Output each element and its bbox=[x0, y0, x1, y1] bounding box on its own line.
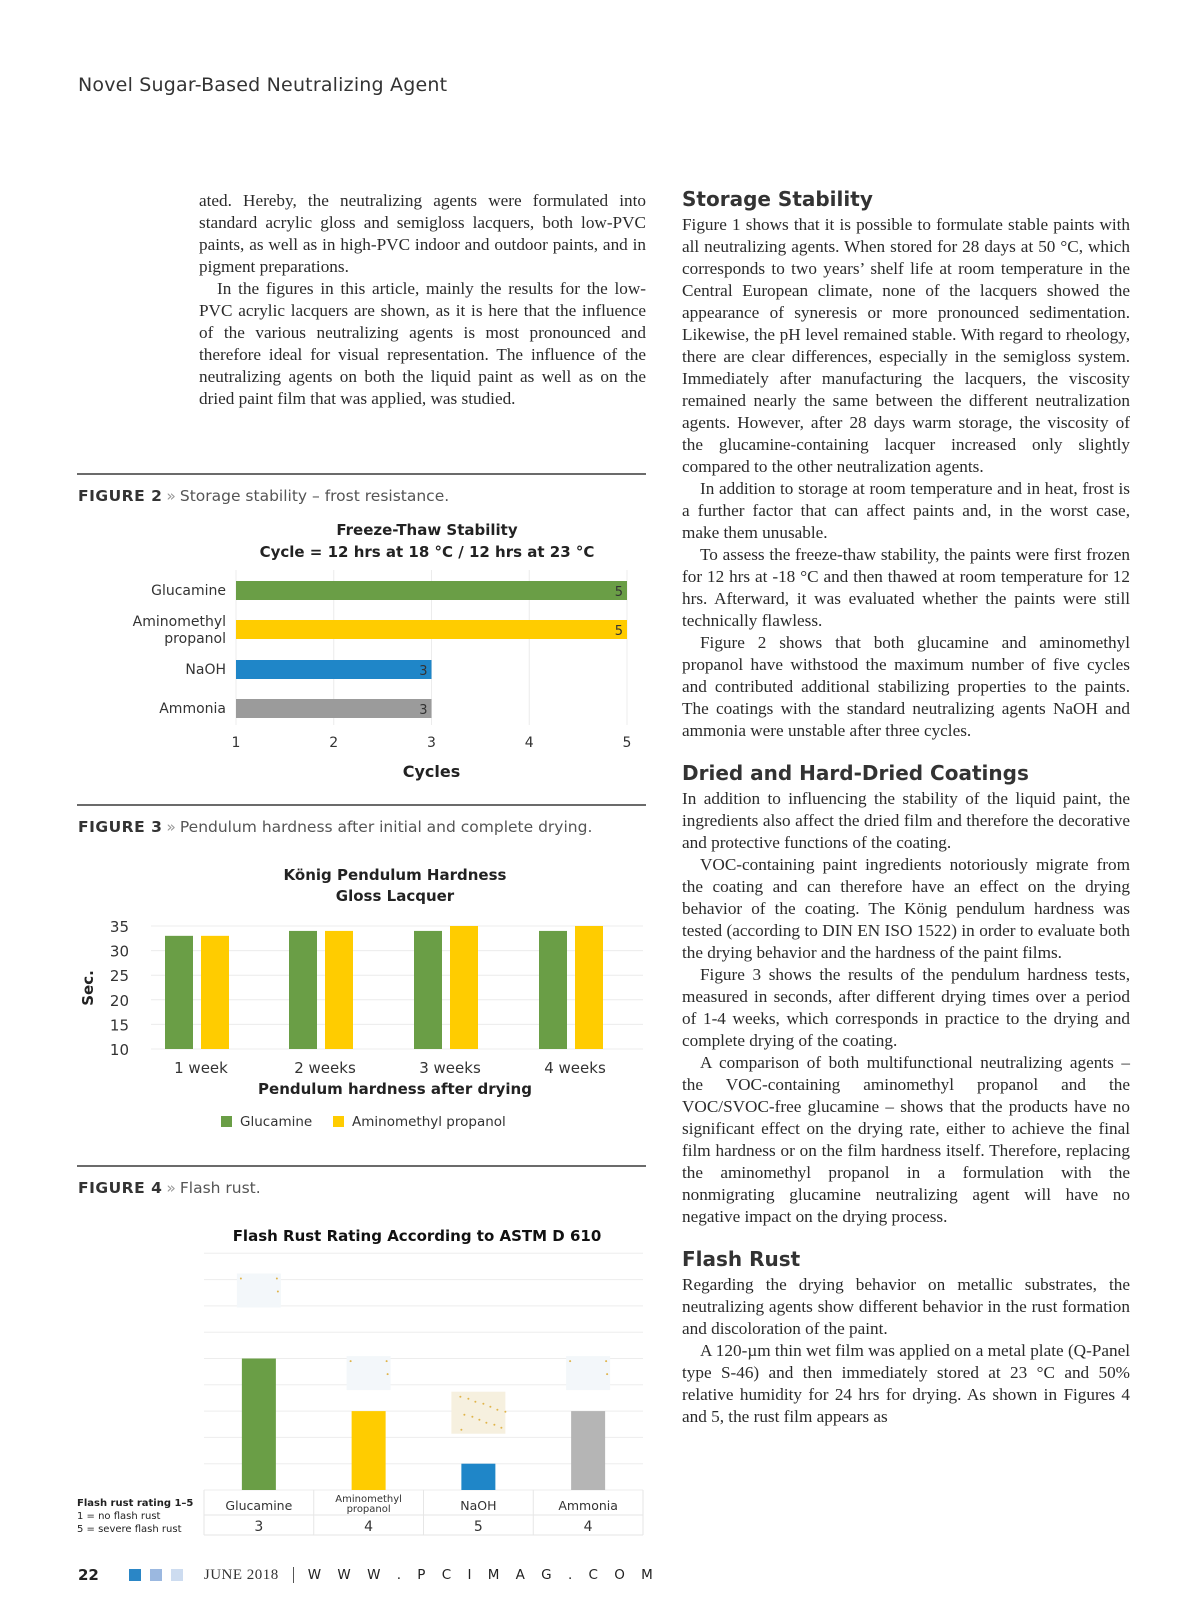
bar-aminomethyl-propanol bbox=[201, 936, 229, 1049]
data-label: 5 bbox=[614, 624, 623, 639]
rust-spot bbox=[474, 1401, 476, 1403]
figure-label: FIGURE 3 bbox=[78, 818, 163, 836]
bar bbox=[352, 1411, 386, 1490]
chart-subtitle: Cycle = 12 hrs at 18 °C / 12 hrs at 23 °C bbox=[259, 543, 595, 561]
rating-value: 4 bbox=[364, 1519, 374, 1535]
right-column bbox=[682, 186, 1130, 1428]
footer bbox=[78, 1566, 659, 1584]
figure-label: FIGURE 4 bbox=[78, 1179, 163, 1197]
chart-title: Flash Rust Rating According to ASTM D 610 bbox=[232, 1227, 602, 1245]
paragraph: ated. Hereby, the neutralizing agents were formulated into standard acrylic gloss and semigloss lacquers, both low-PVC paints, as well as in high-PVC indoor and outdoor paints, and in pigment preparations. bbox=[199, 191, 646, 276]
caption-text: Flash rust. bbox=[179, 1179, 261, 1197]
figure-4-caption bbox=[78, 1179, 261, 1197]
category-label: Aminomethyl bbox=[132, 614, 226, 630]
x-tick-label: 5 bbox=[622, 735, 632, 751]
x-axis-label: Pendulum hardness after drying bbox=[258, 1080, 532, 1098]
running-head: Novel Sugar-Based Neutralizing Agent bbox=[78, 74, 448, 96]
divider bbox=[77, 473, 646, 475]
website-link[interactable]: W W W . P C I M A G . C O M bbox=[307, 1567, 659, 1583]
x-tick-label: 2 bbox=[329, 735, 339, 751]
rust-spot bbox=[496, 1409, 498, 1411]
data-label: 5 bbox=[614, 585, 623, 600]
rating-legend bbox=[77, 1497, 193, 1536]
rust-spot bbox=[493, 1424, 495, 1426]
category-label: NaOH bbox=[460, 1498, 497, 1513]
rust-spot bbox=[606, 1373, 608, 1375]
category-label: Glucamine bbox=[225, 1498, 293, 1513]
paragraph: Figure 2 shows that both glucamine and aminomethyl propanol have withstood the maximum number of five cycles and contributed additional stabilizing properties to the paints. The coatings with the standard neutralizing agents NaOH and ammonia were unstable after three cycles. bbox=[682, 633, 1130, 740]
data-label: 3 bbox=[419, 703, 428, 718]
legend-swatch bbox=[221, 1116, 232, 1127]
x-axis-label: Cycles bbox=[402, 762, 461, 781]
bar bbox=[236, 660, 432, 679]
rating-value: 3 bbox=[254, 1519, 264, 1535]
data-label: 3 bbox=[419, 664, 428, 679]
rust-spot bbox=[387, 1373, 389, 1375]
rust-spot bbox=[500, 1427, 502, 1429]
bar bbox=[242, 1359, 276, 1491]
rust-spot bbox=[240, 1278, 242, 1280]
y-tick-label: 35 bbox=[109, 918, 129, 936]
y-tick-label: 10 bbox=[109, 1041, 129, 1059]
rust-spot bbox=[467, 1398, 469, 1400]
bar-aminomethyl-propanol bbox=[325, 931, 353, 1049]
divider bbox=[293, 1567, 294, 1583]
bar-glucamine bbox=[414, 931, 442, 1049]
y-axis-label: Sec. bbox=[79, 970, 97, 1006]
freeze-thaw-chart bbox=[77, 515, 647, 790]
category-label: Glucamine bbox=[151, 583, 226, 599]
rust-spot bbox=[489, 1406, 491, 1408]
rust-spot bbox=[605, 1360, 607, 1362]
rust-spot bbox=[569, 1360, 571, 1362]
paragraph: In the figures in this article, mainly the results for the low-PVC acrylic lacquers are shown, as it is here that the influence of the various neutralizing agents is most pronounced and therefore ideal for visual representation. The influence of the neutralizing agents on both the liquid paint as well as on the dried paint film that was applied, was studied. bbox=[199, 279, 646, 408]
rating-value: 4 bbox=[583, 1519, 593, 1535]
figure-3-caption bbox=[78, 818, 592, 836]
x-tick-label: 3 weeks bbox=[419, 1059, 481, 1077]
flash-rust-chart bbox=[77, 1215, 647, 1545]
paragraph: VOC-containing paint ingredients notoriously migrate from the coating and can therefore have an effect on the drying behavior of the coating. The König pendulum hardness was tested (according to DIN EN ISO 1522) in order to evaluate both the drying behavior and the hardness of the paint films. bbox=[682, 855, 1130, 962]
paragraph: Figure 3 shows the results of the pendulum hardness tests, measured in seconds, after different drying times over a period of 1-4 weeks, which corresponds in practice to the drying and complete drying of the coating. bbox=[682, 965, 1130, 1050]
paragraph: A 120-µm thin wet film was applied on a metal plate (Q-Panel type S-46) and then immediately stored at 23 °C and 50% relative humidity for 24 hrs for drying. As shown in Figures 4 and 5, the rust film appears as bbox=[682, 1341, 1130, 1426]
bar-aminomethyl-propanol bbox=[575, 926, 603, 1049]
rust-spot bbox=[277, 1291, 279, 1293]
figure-2-caption bbox=[78, 487, 449, 505]
legend-label: Glucamine bbox=[240, 1114, 313, 1130]
rating-legend-line: 5 = severe flash rust bbox=[77, 1524, 182, 1535]
x-tick-label: 3 bbox=[427, 735, 436, 751]
rating-legend-line: 1 = no flash rust bbox=[77, 1511, 161, 1522]
divider bbox=[77, 804, 646, 806]
rust-panel-image bbox=[237, 1274, 281, 1308]
bar bbox=[236, 620, 627, 639]
rust-spot bbox=[460, 1429, 462, 1431]
rust-panel-image bbox=[347, 1356, 391, 1390]
rust-spot bbox=[478, 1419, 480, 1421]
bar bbox=[571, 1411, 605, 1490]
paragraph: In addition to influencing the stability of the liquid paint, the ingredients also affect the dried film and therefore the decorative and protective functions of the coating. bbox=[682, 789, 1130, 852]
y-tick-label: 15 bbox=[109, 1016, 129, 1035]
bar-glucamine bbox=[165, 936, 193, 1049]
category-label: NaOH bbox=[185, 662, 226, 678]
rust-spot bbox=[350, 1360, 352, 1362]
bar bbox=[461, 1464, 495, 1490]
rust-panel-image bbox=[451, 1392, 505, 1434]
separator: » bbox=[166, 487, 176, 505]
category-label: Aminomethyl bbox=[335, 1494, 402, 1505]
rust-spot bbox=[276, 1278, 278, 1280]
caption-text: Pendulum hardness after initial and complete drying. bbox=[179, 818, 593, 836]
separator: » bbox=[166, 1179, 176, 1197]
left-column bbox=[199, 190, 646, 410]
bar-aminomethyl-propanol bbox=[450, 926, 478, 1049]
rust-spot bbox=[482, 1403, 484, 1405]
color-swatch bbox=[129, 1569, 141, 1581]
issue-date: JUNE 2018 bbox=[203, 1566, 279, 1583]
rust-spot bbox=[386, 1360, 388, 1362]
paragraph: Figure 1 shows that it is possible to formulate stable paints with all neutralizing agents. When stored for 28 days at 50 °C, which corresponds to two years’ shelf life at room temperature in the Central European climate, none of the lacquers showed the appearance of syneresis or more pronounced sedimentation. Likewise, the pH level remained stable. With regard to rheology, there are clear differences, especially in the semigloss system. Immediately after manufacturing the lacquers, the viscosity remained nearly the same between the different neutralization agents. However, after 28 days warm storage, the viscosity of the glucamine-containing lacquer increased only slightly compared to the other neutralization agents. bbox=[682, 215, 1130, 476]
separator: » bbox=[166, 818, 176, 836]
rust-spot bbox=[504, 1411, 506, 1413]
figure-label: FIGURE 2 bbox=[78, 487, 163, 505]
paragraph: A comparison of both multifunctional neutralizing agents – the VOC-containing aminomethyl propanol and the VOC/SVOC-free glucamine – shows that the products have no significant effect on the drying rate, either to achieve the final film hardness or on the film hardness itself. Therefore, replacing the aminomethyl propanol in a formulation with the nonmigrating glucamine neutralizing agent will have no negative impact on the drying process. bbox=[682, 1053, 1130, 1226]
page-number: 22 bbox=[78, 1566, 99, 1584]
chart-title: König Pendulum Hardness bbox=[283, 866, 507, 884]
x-tick-label: 4 bbox=[524, 735, 534, 751]
x-tick-label: 1 week bbox=[174, 1059, 228, 1077]
bar-glucamine bbox=[289, 931, 317, 1049]
category-label: propanol bbox=[164, 631, 226, 647]
section-heading: Flash Rust bbox=[682, 1247, 801, 1271]
rust-panel-image bbox=[566, 1356, 610, 1390]
y-tick-label: 20 bbox=[109, 991, 129, 1010]
legend-swatch bbox=[333, 1116, 344, 1127]
paragraph: Regarding the drying behavior on metallic substrates, the neutralizing agents show different behavior in the rust formation and discoloration of the paint. bbox=[682, 1275, 1130, 1338]
rating-legend-title: Flash rust rating 1–5 bbox=[77, 1498, 194, 1509]
color-swatch bbox=[150, 1569, 162, 1581]
paragraph: In addition to storage at room temperature and in heat, frost is a further factor that can affect paints and, in the worst case, make them unusable. bbox=[682, 479, 1130, 542]
y-tick-label: 25 bbox=[109, 967, 129, 986]
pendulum-hardness-chart bbox=[77, 860, 647, 1140]
category-label: Ammonia bbox=[558, 1498, 618, 1513]
bar bbox=[236, 699, 432, 718]
color-swatch bbox=[171, 1569, 183, 1581]
caption-text: Storage stability – frost resistance. bbox=[179, 487, 450, 505]
section-heading: Storage Stability bbox=[682, 187, 873, 211]
bar-glucamine bbox=[539, 931, 567, 1049]
x-tick-label: 1 bbox=[231, 735, 241, 751]
legend-label: Aminomethyl propanol bbox=[352, 1114, 506, 1130]
rust-spot bbox=[463, 1414, 465, 1416]
rating-value: 5 bbox=[473, 1519, 483, 1535]
y-tick-label: 30 bbox=[109, 942, 129, 961]
chart-title: Freeze-Thaw Stability bbox=[336, 521, 518, 539]
divider bbox=[77, 1165, 646, 1167]
category-label: propanol bbox=[346, 1504, 391, 1515]
rust-spot bbox=[471, 1416, 473, 1418]
x-tick-label: 2 weeks bbox=[294, 1059, 356, 1077]
category-label: Ammonia bbox=[159, 701, 226, 717]
chart-subtitle: Gloss Lacquer bbox=[335, 887, 455, 905]
section-heading: Dried and Hard-Dried Coatings bbox=[682, 761, 1029, 785]
rust-spot bbox=[459, 1396, 461, 1398]
paragraph: To assess the freeze-thaw stability, the paints were first frozen for 12 hrs at -18 °C and then thawed at room temperature for 12 hrs. Afterward, it was evaluated whether the paints were still technically flawless. bbox=[682, 545, 1130, 630]
rust-spot bbox=[485, 1422, 487, 1424]
bar bbox=[236, 581, 627, 600]
x-tick-label: 4 weeks bbox=[544, 1059, 606, 1077]
